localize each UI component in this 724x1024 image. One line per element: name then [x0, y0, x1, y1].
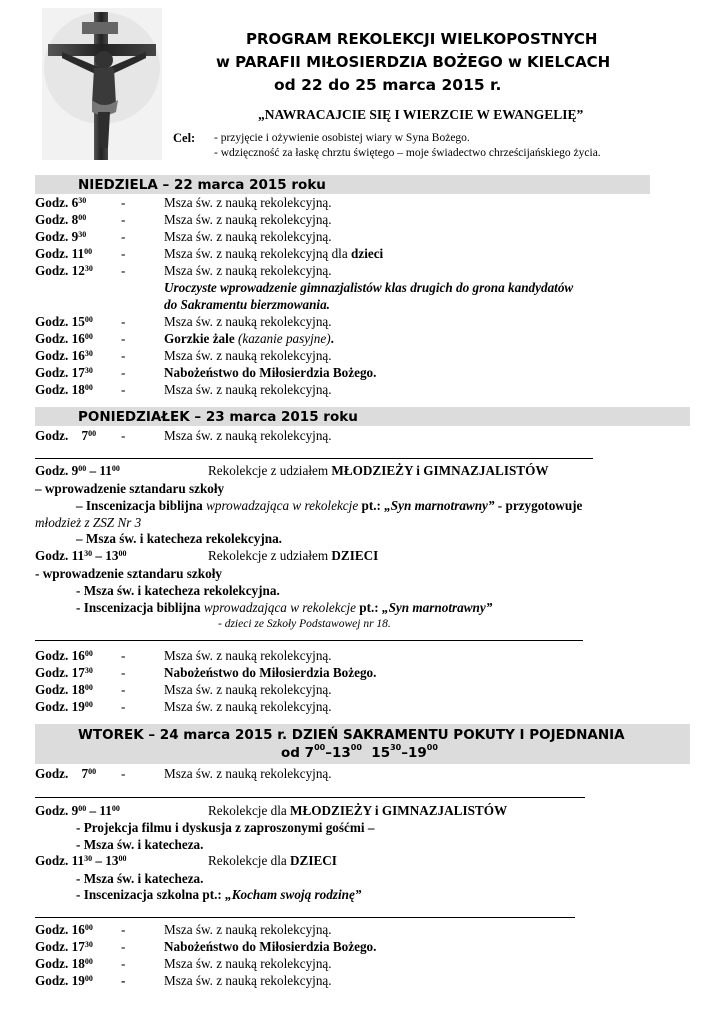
monday-header-band	[35, 407, 690, 426]
sunday-heading: NIEDZIELA – 22 marca 2015 roku	[78, 177, 326, 193]
title-line-2: w PARAFII MIŁOSIERDZIA BOŻEGO w KIELCACH	[216, 53, 611, 71]
school-play: - Inscenizacja szkolna pt.: „Kocham swoją rodzinę”	[76, 887, 362, 902]
school-note: - dzieci ze Szkoły Podstawowej nr 18.	[218, 618, 391, 630]
banner-intro: – wprowadzenie sztandaru szkoły	[35, 481, 225, 496]
title-line-1: PROGRAM REKOLEKCJI WIELKOPOSTNYCH	[246, 30, 598, 48]
crucifix-image	[42, 8, 162, 160]
cel-item-2: - wdzięczność za łaskę chrztu świętego – moje świadectwo chrześcijańskiego życia.	[214, 147, 601, 159]
confession-hours: od $7^{00}-13^{00}$ $15^{30}-19^{00}$	[281, 743, 438, 761]
mass-catechesis: – Msza św. i katecheza rekolekcyjna.	[76, 531, 282, 546]
biblical-play-2: - Inscenizacja biblijna wprowadzająca w rekolekcje pt.: „Syn marnotrawny”	[76, 600, 493, 615]
monday-heading: PONIEDZIAŁEK – 23 marca 2015 roku	[78, 409, 358, 425]
divider	[35, 640, 583, 641]
motto: „NAWRACAJCIE SIĘ I WIERZCIE W EWANGELIĘ”	[258, 107, 584, 122]
title-line-3: od 22 do 25 marca 2015 r.	[274, 76, 502, 94]
divider	[35, 458, 593, 459]
banner-intro-2: - wprowadzenie sztandaru szkoły	[35, 566, 222, 581]
mass-catechesis-2: - Msza św. i katecheza.	[76, 871, 204, 886]
mass-catechesis: - Msza św. i katecheza.	[76, 837, 204, 852]
biblical-play: – Inscenizacja biblijna wprowadzająca w rekolekcje pt.: „Syn marnotrawny” - przygotowuje	[76, 498, 583, 513]
cel-label: Cel:	[173, 131, 196, 145]
film-discussion: - Projekcja filmu i dyskusja z zaproszonymi gośćmi –	[76, 820, 375, 835]
divider	[35, 797, 585, 798]
zsz-note: młodzież z ZSZ Nr 3	[35, 515, 142, 530]
tuesday-header-band	[35, 724, 690, 764]
bierzmowanie-note-2: do Sakramentu bierzmowania.	[164, 297, 330, 312]
cel-item-1: - przyjęcie i ożywienie osobistej wiary w Syna Bożego.	[214, 132, 470, 144]
tuesday-heading: WTOREK – 24 marca 2015 r. DZIEŃ SAKRAMENTU POKUTY I POJEDNANIA	[78, 727, 625, 743]
divider	[35, 917, 575, 918]
mass-catechesis-2: - Msza św. i katecheza rekolekcyjna.	[76, 583, 280, 598]
bierzmowanie-note-1: Uroczyste wprowadzenie gimnazjalistów klas drugich do grona kandydatów	[164, 280, 574, 295]
sunday-header-band	[35, 175, 650, 194]
